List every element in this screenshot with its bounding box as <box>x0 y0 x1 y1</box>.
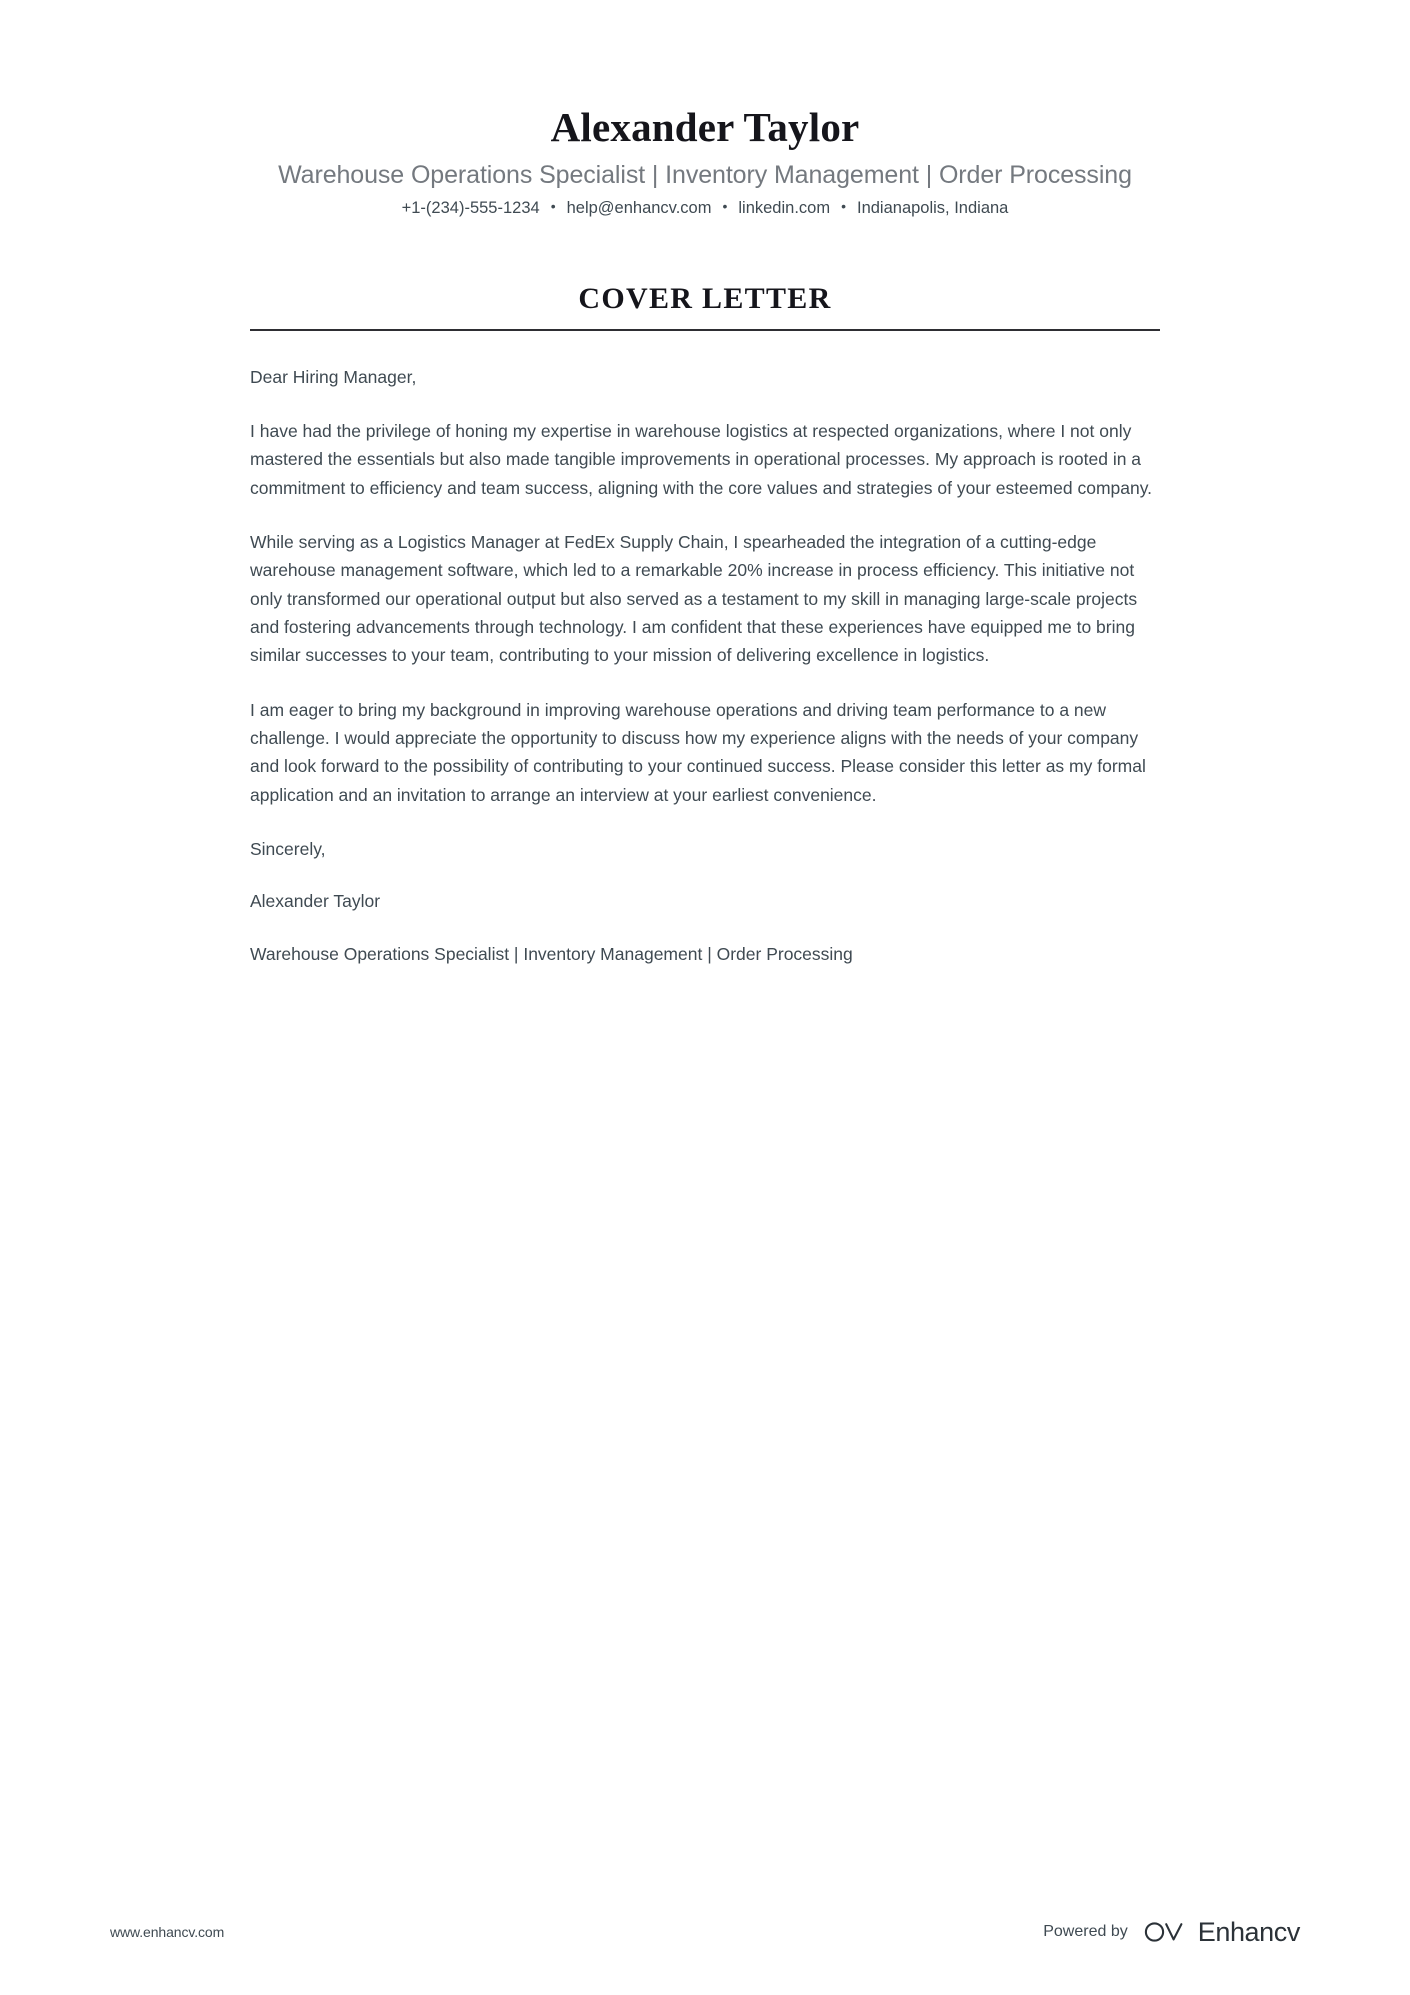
candidate-name: Alexander Taylor <box>550 104 860 150</box>
signature-title: Warehouse Operations Specialist | Inventory Management | Order Processing <box>250 943 853 964</box>
contact-separator-icon: • <box>550 198 556 215</box>
contact-linkedin[interactable]: linkedin.com <box>738 198 831 217</box>
letter-body <box>250 363 1160 969</box>
contact-separator-icon: • <box>722 198 728 215</box>
contact-phone: +1-(234)-555-1234 <box>401 198 540 217</box>
enhancv-logo-icon <box>1142 1918 1188 1946</box>
contact-separator-icon: • <box>841 198 846 215</box>
section-title-cover-letter: COVER LETTER <box>578 281 832 315</box>
closing-line: Sincerely, <box>250 839 326 860</box>
enhancv-brand-name: Enhancv <box>1197 1916 1300 1947</box>
powered-by-label: Powered by <box>1043 1923 1128 1940</box>
document-header <box>0 0 1410 218</box>
letter-content <box>250 282 1160 969</box>
contact-location: Indianapolis, Indiana <box>856 198 1009 217</box>
section-title-wrap <box>250 282 1160 316</box>
salutation: Dear Hiring Manager, <box>250 366 417 387</box>
letter-paragraph-1: I have had the privilege of honing my expertise in warehouse logistics at respected organizations, where I not only mastered the essentials but also made tangible improvements in operational processes. My approach is rooted in a commitment to efficiency and team success, aligning with the core values and strategies of your esteemed company. <box>250 420 1153 498</box>
letter-paragraph-2: While serving as a Logistics Manager at FedEx Supply Chain, I spearheaded the integration of a cutting-edge warehouse management software, which led to a remarkable 20% increase in process efficiency. This initiative not only transformed our operational output but also served as a testament to my skill in managing large-scale projects and fostering advancements through technology. I am confident that these experiences have equipped me to bring similar successes to your team, contributing to your mission of delivering excellence in logistics. <box>250 532 1138 666</box>
enhancv-brand <box>1142 1917 1300 1948</box>
signature-name: Alexander Taylor <box>250 891 381 912</box>
title-divider <box>250 329 1160 331</box>
footer-branding <box>1043 1917 1300 1948</box>
footer-website[interactable]: www.enhancv.com <box>110 1924 225 1940</box>
contact-email[interactable]: help@enhancv.com <box>566 198 712 217</box>
letter-paragraph-3: I am eager to bring my background in improving warehouse operations and driving team performance to a new challenge. I would appreciate the opportunity to discuss how my experience aligns with the needs of your company and look forward to the possibility of contributing to your continued success. Please consider this letter as my formal application and an invitation to arrange an interview at your earliest convenience. <box>250 699 1146 805</box>
candidate-headline: Warehouse Operations Specialist | Inventory Management | Order Processing <box>278 161 1132 190</box>
page-footer <box>0 1911 1410 1953</box>
contact-row <box>0 199 1410 218</box>
